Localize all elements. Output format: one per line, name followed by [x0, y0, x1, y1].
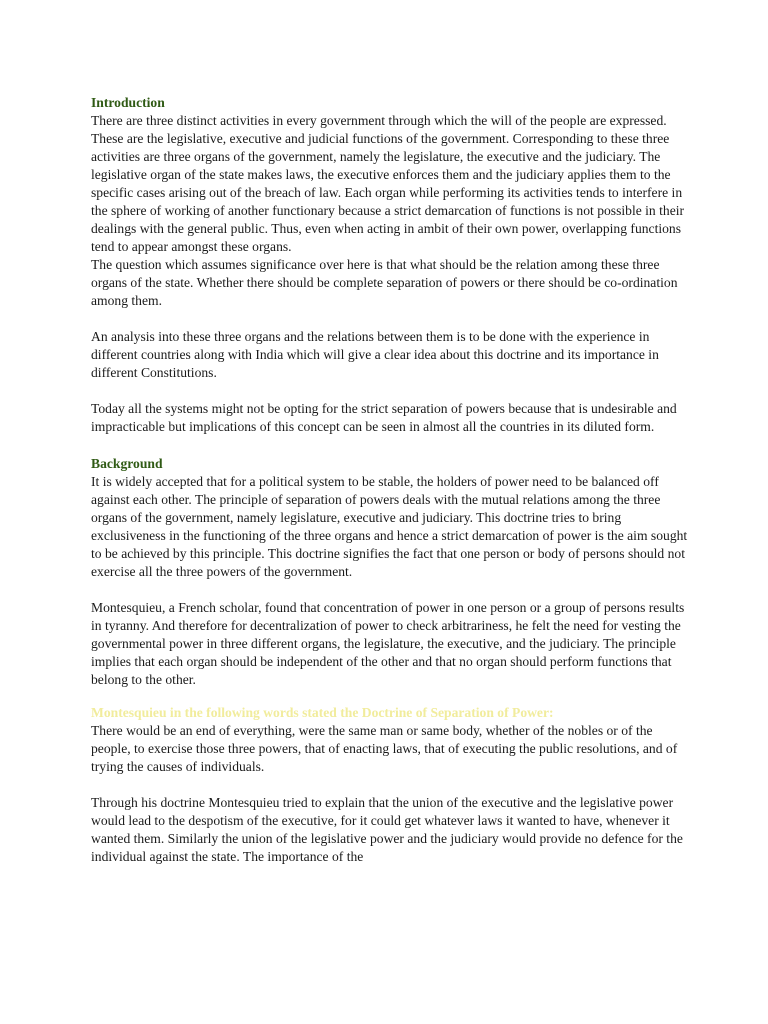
paragraph-gap [91, 436, 691, 454]
background-paragraph-1: It is widely accepted that for a political system to be stable, the holders of power need to be balanced off against each other. The principle of separation of powers deals with the mutual relations among the three organs of the government, namely legislature, executive and judiciary. This doctrine tries to bring exclusiveness in the functioning of the three organs and hence a strict demarcation of power is the aim sought to be achieved by this principle. This doctrine signifies the fact that one person or body of persons should not exercise all the three powers of the government. [91, 474, 688, 579]
paragraph-gap [91, 581, 691, 599]
introduction-paragraph-1: There are three distinct activities in every government through which the will of the people are expressed. These are the legislative, executive and judicial functions of the government. Corresponding to these three activities are three organs of the government, namely the legislature, the executive and the judiciary. The legislative organ of the state makes laws, the executive enforces them and the judiciary applies them to the specific cases arising out of the breach of law. Each organ while performing its activities tends to interfere in the sphere of working of another functionary because a strict demarcation of functions is not possible in their dealings with the general public. Thus, even when acting in ambit of their own power, overlapping functions tend to appear amongst these organs. [91, 113, 685, 254]
paragraph-gap [91, 310, 691, 328]
document-page [91, 93, 691, 866]
paragraph-gap [91, 689, 691, 703]
montesquieu-quote-paragraph: There would be an end of everything, were the same man or same body, whether of the nobles or of the people, to exercise those three powers, that of enacting laws, that of executing the public resolutions, and of trying the causes of individuals. [91, 723, 678, 774]
introduction-paragraph-2: The question which assumes significance over here is that what should be the relation among these three organs of the state. Whether there should be complete separation of powers or there should be co-ordination among them. [91, 257, 678, 308]
introduction-paragraph-3: An analysis into these three organs and the relations between them is to be done with the experience in different countries along with India which will give a clear idea about this doctrine and its importance in different Constitutions. [91, 329, 659, 380]
introduction-paragraph-4: Today all the systems might not be opting for the strict separation of powers because that is undesirable and impracticable but implications of this concept can be seen in almost all the countries in its diluted form. [91, 401, 677, 434]
background-paragraph-2: Montesquieu, a French scholar, found that concentration of power in one person or a group of persons results in tyranny. And therefore for decentralization of power to check arbitrariness, he felt the need for vesting the governmental power in three different organs, the legislature, the executive, and the judiciary. The principle implies that each organ should be independent of the other and that no organ should perform functions that belong to the other. [91, 600, 685, 687]
paragraph-gap [91, 776, 691, 794]
paragraph-gap [91, 382, 691, 400]
montesquieu-quote-heading: Montesquieu in the following words stated the Doctrine of Separation of Power: [91, 705, 554, 720]
introduction-heading: Introduction [91, 95, 165, 110]
montesquieu-explanation-paragraph: Through his doctrine Montesquieu tried to explain that the union of the executive and the legislative power would lead to the despotism of the executive, for it could get whatever laws it wanted to have, whenever it wanted them. Similarly the union of the legislative power and the judiciary would provide no defence for the individual against the state. The importance of the [91, 795, 683, 864]
background-heading: Background [91, 456, 163, 471]
